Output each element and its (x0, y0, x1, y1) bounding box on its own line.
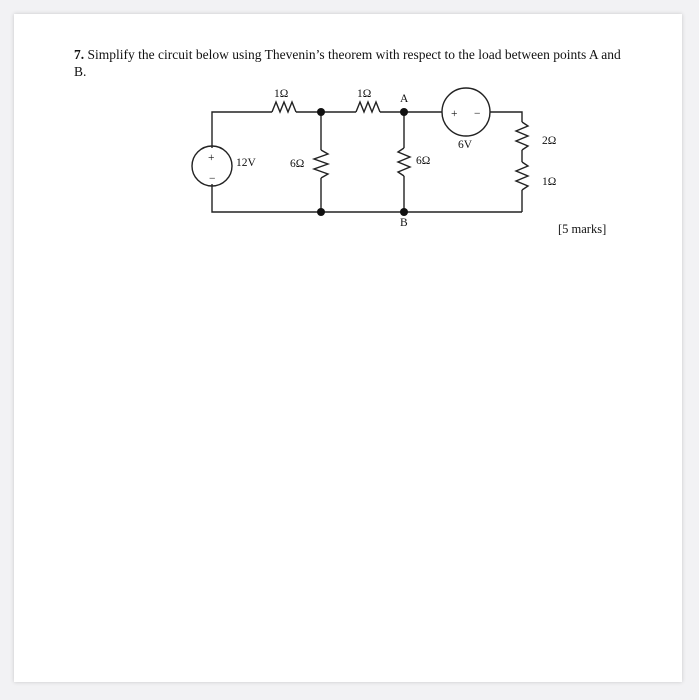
source-12v-minus: − (209, 173, 216, 185)
source-6v-plus: + (451, 108, 458, 120)
r-right-top-label: 2Ω (542, 135, 557, 147)
r-mid-left-label: 6Ω (290, 158, 305, 170)
r-right-bottom-label: 1Ω (542, 176, 557, 188)
marks-label: [5 marks] (558, 222, 607, 236)
question-body: Simplify the circuit below using Thevenin’s theorem with respect to the load between points A and B. (74, 47, 621, 79)
wire-left-top (212, 112, 272, 148)
voltage-source-6v-icon (442, 88, 490, 136)
node-b-label: B (400, 217, 408, 229)
resistor-top-right (356, 102, 380, 112)
resistor-mid-left (314, 150, 328, 178)
source-12v-label: 12V (236, 157, 256, 169)
wire-source-to-right (490, 112, 522, 122)
source-12v-plus: + (208, 152, 215, 164)
junction-bottom-left (317, 208, 325, 216)
node-a-label: A (400, 93, 409, 105)
wire-left-bottom (212, 184, 522, 212)
resistor-right-2ohm (516, 122, 528, 150)
node-a-dot (400, 108, 408, 116)
source-6v-minus: − (474, 108, 481, 120)
question-page (14, 14, 682, 682)
source-6v-label: 6V (458, 139, 473, 151)
junction-top-left (317, 108, 325, 116)
resistor-right-1ohm (516, 162, 528, 190)
r-top-right-label: 1Ω (357, 88, 372, 100)
resistor-top-left (272, 102, 296, 112)
question-number: 7. (74, 47, 85, 62)
node-b-dot (400, 208, 408, 216)
resistor-mid-right (398, 148, 410, 176)
r-mid-right-label: 6Ω (416, 155, 431, 167)
circuit-diagram (14, 14, 682, 682)
r-top-left-label: 1Ω (274, 88, 289, 100)
